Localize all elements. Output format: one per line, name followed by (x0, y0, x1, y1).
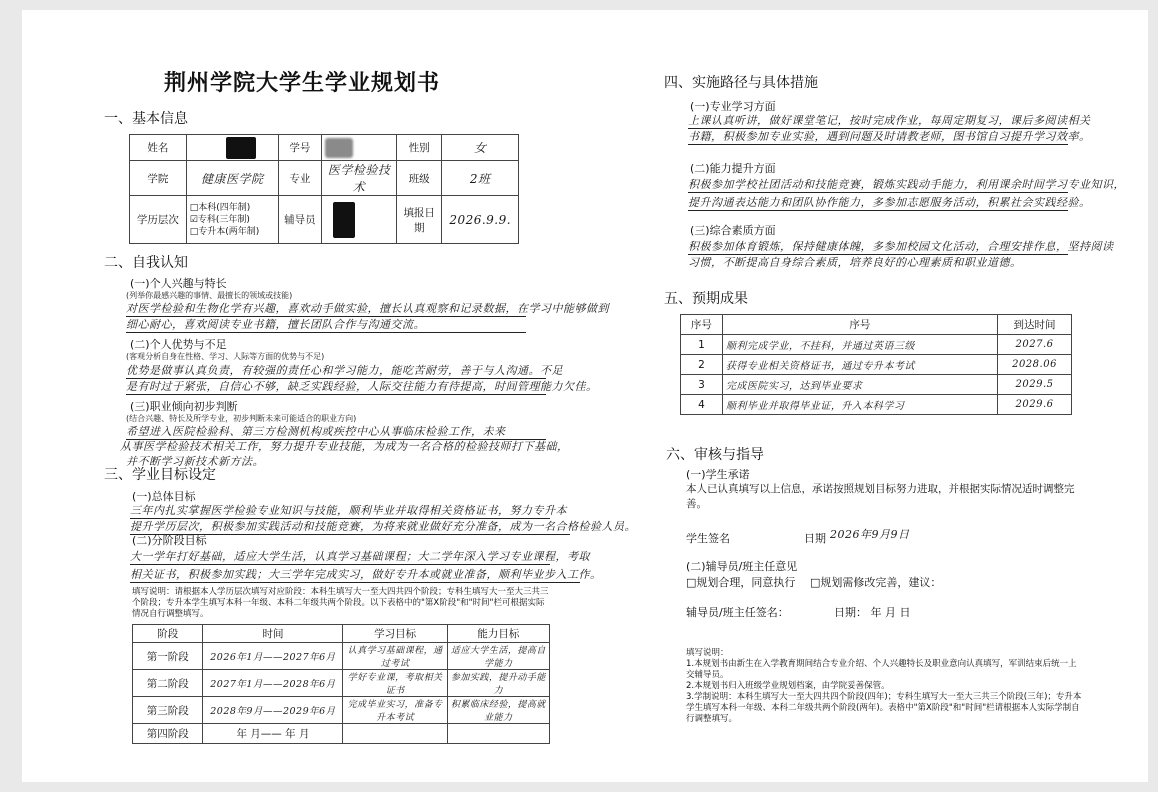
interest-subheading: (一)个人兴趣与特长 (130, 277, 227, 290)
student-id-value (322, 135, 397, 161)
note-item: 1.本规划书由新生在入学教育期间结合专业介绍、个人兴趣特长及职业意向认真填写，军训结束后统一上交辅导员。 (686, 659, 1077, 680)
table-row (133, 670, 550, 697)
study-cell: 学好专业课，考取相关证书 (343, 670, 447, 697)
college-label: 学院 (130, 161, 187, 196)
stage-goals-table (132, 624, 550, 744)
stage-header: 阶段 (133, 625, 203, 643)
time-cell: 2026年1月——2027年6月 (203, 643, 343, 670)
gender-value: 女 (442, 135, 519, 161)
level-label: 学历层次 (130, 196, 187, 244)
stage-cell: 第二阶段 (133, 670, 203, 697)
note-item: 3.学制说明：本科生填写大一至大四共四个阶段(四年)；专科生填写大一至大三共三个阶段(三年)；专升本学生填写本科一年级、本科二年级共两个阶段(两年)。表格中"第X阶段"和"时间"栏请根据本人实际学制自行调整填写。 (686, 692, 1082, 724)
student-date-value: 2026年9月9日 (830, 528, 910, 541)
notes-section (686, 648, 1082, 725)
stage-fill-note: 填写说明：请根据本人学历层次填写对应阶段：本科生填写大一至大四共四个阶段；专科生填写大一至大三共三个阶段；专升本学生填写本科一年级、本科二年级共两个阶段。以下表格中的"第X阶段"和"时间"栏可根据实际情况自行调整填写。 (132, 587, 549, 619)
career-hint: (结合兴趣、特长及所学专业，初步判断未来可能适合的职业方向) (126, 414, 357, 423)
ability-cell (447, 724, 549, 744)
stage-cell: 第四阶段 (133, 724, 203, 744)
document-page (22, 10, 1148, 782)
quality-measures-text-line2: 习惯，不断提高自身综合素质，培养良好的心理素质和职业道德。 (688, 256, 1022, 269)
expected-results-table (680, 314, 1072, 415)
study-cell (343, 724, 447, 744)
time-cell: 年 月—— 年 月 (203, 724, 343, 744)
arrival-time-cell: 2029.5 (998, 375, 1072, 395)
name-value (186, 135, 278, 161)
arrival-time-header: 到达时间 (998, 315, 1072, 335)
stage-goal-subheading: (二)分阶段目标 (132, 534, 207, 547)
study-cell: 认真学习基础课程，通过考试 (343, 643, 447, 670)
ability-measures-text-line2: 提升沟通表达能力和团队协作能力，多参加志愿服务活动，积累社会实践经验。 (688, 196, 1091, 209)
time-header: 时间 (203, 625, 343, 643)
opinion-option-agree: □规划合理，同意执行 (686, 576, 796, 589)
section-self-awareness-heading: 二、自我认知 (104, 255, 188, 271)
career-text-line3: 并不断学习新技术新方法。 (126, 455, 264, 468)
overall-goal-text-line2: 提升学历层次，积极参加实践活动和技能竞赛，为将来就业做好充分准备，成为一名合格检验人员。 (130, 520, 636, 533)
table-row (681, 375, 1072, 395)
gender-label: 性别 (396, 135, 441, 161)
item-cell: 完成医院实习，达到毕业要求 (722, 375, 997, 395)
strengths-hint: (客观分析自身在性格、学习、人际等方面的优势与不足) (126, 352, 325, 361)
date-label: 填报日期 (396, 196, 441, 244)
student-date-label: 日期 (804, 532, 826, 545)
table-row (133, 643, 550, 670)
section-expected-results-heading: 五、预期成果 (664, 291, 748, 307)
study-measures-subheading: (一)专业学习方面 (690, 100, 776, 113)
item-cell: 获得专业相关资格证书，通过专升本考试 (722, 355, 997, 375)
notes-title: 填写说明： (686, 648, 729, 658)
time-cell: 2027年1月——2028年6月 (203, 670, 343, 697)
no-cell: 1 (681, 335, 723, 355)
no-header: 序号 (681, 315, 723, 335)
student-id-label: 学号 (278, 135, 322, 161)
strengths-subheading: (二)个人优势与不足 (130, 338, 227, 351)
ability-measures-text: 积极参加学校社团活动和技能竞赛，锻炼实践动手能力，利用课余时间学习专业知识， (688, 178, 1125, 191)
item-cell: 顺利毕业并取得毕业证，升入本科学习 (722, 395, 997, 415)
section-review-heading: 六、审核与指导 (666, 447, 764, 463)
student-sign-label: 学生签名 (686, 532, 730, 545)
college-value: 健康医学院 (186, 161, 278, 196)
redacted-name (226, 137, 256, 159)
opinion-option-revise: □规划需修改完善，建议： (810, 576, 942, 589)
tutor-sign-label: 辅导员/班主任签名： (686, 606, 789, 619)
stage-goal-text: 大一学年打好基础，适应大学生活，认真学习基础课程；大二学年深入学习专业课程，考取 (130, 550, 590, 563)
tutor-date-label: 日期： 年 月 日 (834, 606, 911, 619)
level-option-junior-college: ☑专科(三年制) (189, 214, 250, 225)
ability-cell: 适应大学生活，提高自学能力 (447, 643, 549, 670)
name-label: 姓名 (130, 135, 187, 161)
no-cell: 4 (681, 395, 723, 415)
redacted-tutor (333, 202, 355, 238)
table-row (133, 724, 550, 744)
section-basic-info-heading: 一、基本信息 (104, 111, 188, 127)
ability-cell: 参加实践，提升动手能力 (447, 670, 549, 697)
section-goals-heading: 三、学业目标设定 (104, 467, 216, 483)
study-measures-text-line2: 书籍，积极参加专业实验，遇到问题及时请教老师，图书馆自习提升学习效率。 (688, 130, 1091, 143)
level-option-upgrade: □专升本(两年制) (189, 226, 260, 237)
strengths-text: 优势是做事认真负责，有较强的责任心和学习能力，能吃苦耐劳，善于与人沟通。不足 (126, 364, 563, 377)
section-implementation-heading: 四、实施路径与具体措施 (664, 75, 818, 91)
ability-header: 能力目标 (447, 625, 549, 643)
interest-text-line2: 细心耐心，喜欢阅读专业书籍，擅长团队合作与沟通交流。 (126, 316, 526, 333)
quality-measures-text: 积极参加体育锻炼，保持健康体魄，多参加校园文化活动，合理安排作息，坚持阅读 (688, 240, 1114, 253)
career-subheading: (三)职业倾向初步判断 (130, 400, 238, 413)
interest-hint: (列举你最感兴趣的事情、最擅长的领域或技能) (126, 291, 293, 300)
note-item: 2.本规划书归入班级学业规划档案，由学院妥善保管。 (686, 681, 890, 691)
overall-goal-text: 三年内扎实掌握医学检验专业知识与技能，顺利毕业并取得相关资格证书，努力专升本 (130, 504, 567, 517)
overall-goal-subheading: (一)总体目标 (132, 490, 196, 503)
redacted-student-id (325, 138, 353, 158)
class-label: 班级 (396, 161, 441, 196)
tutor-label: 辅导员 (278, 196, 322, 244)
quality-measures-subheading: (三)综合素质方面 (690, 224, 776, 237)
stage-cell: 第一阶段 (133, 643, 203, 670)
basic-info-table (129, 134, 519, 244)
time-cell: 2028年9月——2029年6月 (203, 697, 343, 724)
document-title: 荆州学院大学生学业规划书 (164, 71, 441, 96)
stage-cell: 第三阶段 (133, 697, 203, 724)
study-header: 学习目标 (343, 625, 447, 643)
tutor-opinion-subheading: (二)辅导员/班主任意见 (686, 560, 798, 573)
arrival-time-cell: 2028.06 (998, 355, 1072, 375)
stage-goal-text-line2: 相关证书，积极参加实践；大三学年完成实习，做好专升本或就业准备，顺利毕业步入工作。 (130, 568, 602, 581)
table-row (133, 697, 550, 724)
interest-text: 对医学检验和生物化学有兴趣，喜欢动手做实验，擅长认真观察和记录数据，在学习中能够做到 (126, 302, 609, 315)
study-measures-text: 上课认真听讲，做好课堂笔记，按时完成作业，每周定期复习，课后多阅读相关 (688, 114, 1091, 127)
date-value: 2026.9.9. (442, 196, 519, 244)
item-header: 序号 (722, 315, 997, 335)
level-options (186, 196, 278, 244)
study-cell: 完成毕业实习，准备专升本考试 (343, 697, 447, 724)
student-promise-subheading: (一)学生承诺 (686, 468, 750, 481)
arrival-time-cell: 2029.6 (998, 395, 1072, 415)
level-option-undergrad: □本科(四年制) (189, 202, 251, 213)
major-value: 医学检验技术 (322, 161, 397, 196)
career-text-line2: 从事医学检验技术相关工作，努力提升专业技能，为成为一名合格的检验技师打下基础， (120, 440, 569, 453)
tutor-value (322, 196, 397, 244)
no-cell: 2 (681, 355, 723, 375)
ability-cell: 积累临床经验，提高就业能力 (447, 697, 549, 724)
item-cell: 顺利完成学业，不挂科，并通过英语三级 (722, 335, 997, 355)
ability-measures-subheading: (二)能力提升方面 (690, 162, 776, 175)
table-row (681, 395, 1072, 415)
table-row (681, 355, 1072, 375)
no-cell: 3 (681, 375, 723, 395)
major-label: 专业 (278, 161, 322, 196)
career-text: 希望进入医院检验科、第三方检测机构或疾控中心从事临床检验工作，未来 (126, 423, 546, 440)
arrival-time-cell: 2027.6 (998, 335, 1072, 355)
strengths-text-line2: 是有时过于紧张，自信心不够，缺乏实践经验，人际交往能力有待提高，时间管理能力欠佳。 (126, 380, 598, 393)
student-promise-text: 本人已认真填写以上信息，承诺按照规划目标努力进取，并根据实际情况适时调整完善。 (686, 483, 1075, 510)
table-row (681, 335, 1072, 355)
class-value: 2班 (442, 161, 519, 196)
